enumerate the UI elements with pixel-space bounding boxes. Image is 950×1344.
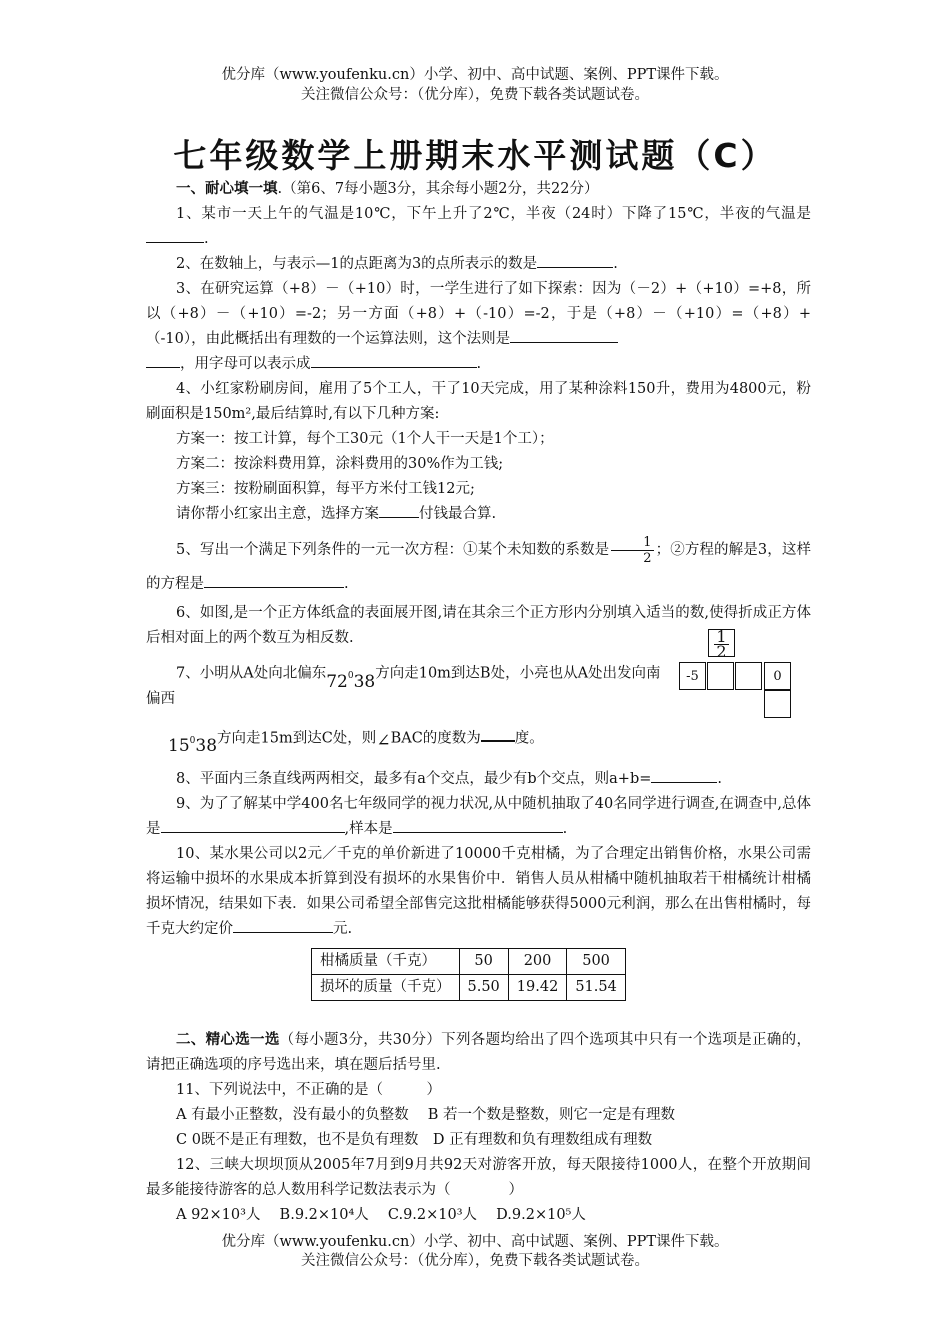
answer-blank[interactable]	[233, 917, 333, 933]
cube-net-figure	[679, 629, 799, 725]
answer-blank[interactable]	[393, 817, 563, 833]
section2-note: （每小题3分，共30分）下列各题均给出了四个选项其中只有一个选项是正确的，请把正确选项的序号选出来，填在题后括号里.	[146, 1032, 811, 1074]
net-cell-blank[interactable]	[707, 662, 734, 690]
angle-symbol: ∠	[376, 731, 391, 752]
question-2: 2、在数轴上，与表示—1的点距离为3的点所表示的数是 .	[146, 252, 811, 277]
page-title: 七年级数学上册期末水平测试题（C）	[173, 136, 777, 175]
net-cell-blank[interactable]	[735, 662, 762, 690]
table-cell: 19.42	[508, 975, 567, 1001]
question-8: 8、平面内三条直线两两相交，最多有a个交点，最少有b个交点，则a+b= .	[146, 767, 811, 792]
question-1: 1、某市一天上午的气温是10℃，下午上升了2℃，半夜（24时）下降了15℃，半夜的气温是.	[146, 202, 811, 252]
table-cell: 柑橘质量（千克）	[312, 949, 460, 975]
table-cell: 损坏的质量（千克）	[312, 975, 460, 1001]
question-4-plan-1: 方案一：按工计算，每个工30元（1个人干一天是1个工）；	[176, 431, 554, 447]
orange-damage-table	[311, 948, 626, 1001]
answer-blank[interactable]	[651, 767, 717, 783]
table-row	[312, 975, 626, 1001]
section1-heading: 一、耐心填一填	[176, 180, 278, 197]
question-9: 9、为了了解某中学400名七年级同学的视力状况,从中随机抽取了40名同学进行调查,在调查中,总体是 ,样本是 .	[146, 796, 811, 838]
question-12: 12、三峡大坝坝顶从2005年7月到9月共92天对游客开放，每天限接待1000人，在整个开放期间最多能接待游客的总人数用科学记数法表示为（ ）	[146, 1157, 811, 1199]
table-cell: 50	[459, 949, 508, 975]
table-cell: 500	[567, 949, 626, 975]
section2-heading-line	[146, 1027, 811, 1078]
answer-blank[interactable]	[481, 725, 515, 742]
question-11: 11、下列说法中，不正确的是（ ）	[176, 1082, 441, 1099]
answer-blank[interactable]	[510, 327, 618, 343]
question-7-line-2: $15^038$方向走15m到达C处，则∠BAC的度数为 度。	[146, 722, 728, 752]
answer-blank[interactable]	[537, 252, 613, 268]
table-cell: 200	[508, 949, 567, 975]
section1-note: .（第6、7每小题3分，其余每小题2分，共22分）	[277, 181, 599, 197]
answer-blank[interactable]	[311, 352, 477, 368]
answer-blank[interactable]	[379, 502, 419, 518]
answer-blank[interactable]	[204, 572, 344, 588]
fraction-one-half: $\frac{1}{2}$	[611, 535, 653, 566]
question-4: 4、小红家粉刷房间，雇用了5个工人，干了10天完成，用了某种涂料150升，费用为4800元，粉刷面积是150m²,最后结算时,有以下几种方案:	[146, 381, 811, 422]
footer-line-1: 优分库（www.youfenku.cn）小学、初中、高中试题、案例、PPT课件下载。	[221, 1234, 729, 1250]
answer-blank[interactable]	[161, 817, 345, 833]
question-5: 5、写出一个满足下列条件的一元一次方程：①某个未知数的系数是 $\frac{1}{2}$ ；②方程的解是3，这样的方程是 .	[146, 534, 811, 592]
net-cell-left: -5	[679, 662, 706, 690]
angle-72-38: $72^038$	[326, 671, 376, 692]
answer-blank[interactable]	[146, 227, 204, 243]
section1-heading-line	[146, 176, 811, 202]
question-6: 6、如图,是一个正方体纸盒的表面展开图,请在其余三个正方形内分别填入适当的数,使得折成正方体后相对面上的两个数互为相反数.	[146, 605, 811, 646]
net-cell-top[interactable]: 1 2	[708, 629, 735, 657]
section2-heading: 二、精心选一选	[176, 1031, 280, 1049]
question-11-options-cd: C 0既不是正有理数，也不是负有理数 D 正有理数和负有理数组成有理数	[176, 1132, 653, 1149]
question-12-options: A 92×10³人 B.9.2×10⁴人 C.9.2×10³人 D.9.2×10⁵人	[176, 1207, 586, 1224]
question-7-line-1: 7、小明从A处向北偏东$72^038$方向走10m到达B处，小亮也从A处出发向南偏西	[146, 665, 661, 707]
footer-line-2: 关注微信公众号：（优分库），免费下载各类试题试卷。	[301, 1253, 649, 1269]
table-row	[312, 949, 626, 975]
degree-symbol: 0	[347, 671, 354, 681]
answer-blank[interactable]	[146, 352, 180, 368]
header-line-1: 优分库（www.youfenku.cn）小学、初中、高中试题、案例、PPT课件下载。	[221, 67, 729, 83]
question-3: 3、在研究运算（+8）－（+10）时，一学生进行了如下探索：因为（－2）+（+10）=+8，所以（+8）－（+10）=-2；另一方面（+8）+（-10）=-2，于是（+8）－（+10）=（+8）+（-10），由此概括出有理数的一个运算法则，这个法则是 ，用字母可以表示成 .	[146, 281, 811, 372]
question-4-plan-3: 方案三：按粉刷面积算，每平方米付工钱12元;	[176, 481, 475, 497]
header-line-2: 关注微信公众号：（优分库），免费下载各类试题试卷。	[301, 87, 649, 103]
question-4-ask: 请你帮小红家出主意，选择方案 付钱最合算.	[146, 502, 811, 527]
angle-15-38: $15^038$	[168, 735, 218, 757]
question-11-options-ab: A 有最小正整数，没有最小的负整数 B 若一个数是整数，则它一定是有理数	[176, 1107, 675, 1124]
table-cell: 51.54	[567, 975, 626, 1001]
degree-symbol: 0	[189, 735, 196, 746]
table-cell: 5.50	[459, 975, 508, 1001]
question-4-plan-2: 方案二：按涂料费用算，涂料费用的30%作为工钱;	[176, 456, 504, 472]
question-10: 10、某水果公司以2元／千克的单价新进了10000千克柑橘，为了合理定出销售价格，水果公司需将运输中损坏的水果成本折算到没有损坏的水果售价中．销售人员从柑橘中随机抽取若干柑橘统计柑橘损坏情况，结果如下表．如果公司希望全部售完这批柑橘能够获得5000元利润，那么在出售柑橘时，每千克大约定价 元.	[146, 846, 811, 938]
net-cell-right: 0	[764, 662, 791, 690]
net-cell-blank[interactable]	[764, 690, 791, 718]
